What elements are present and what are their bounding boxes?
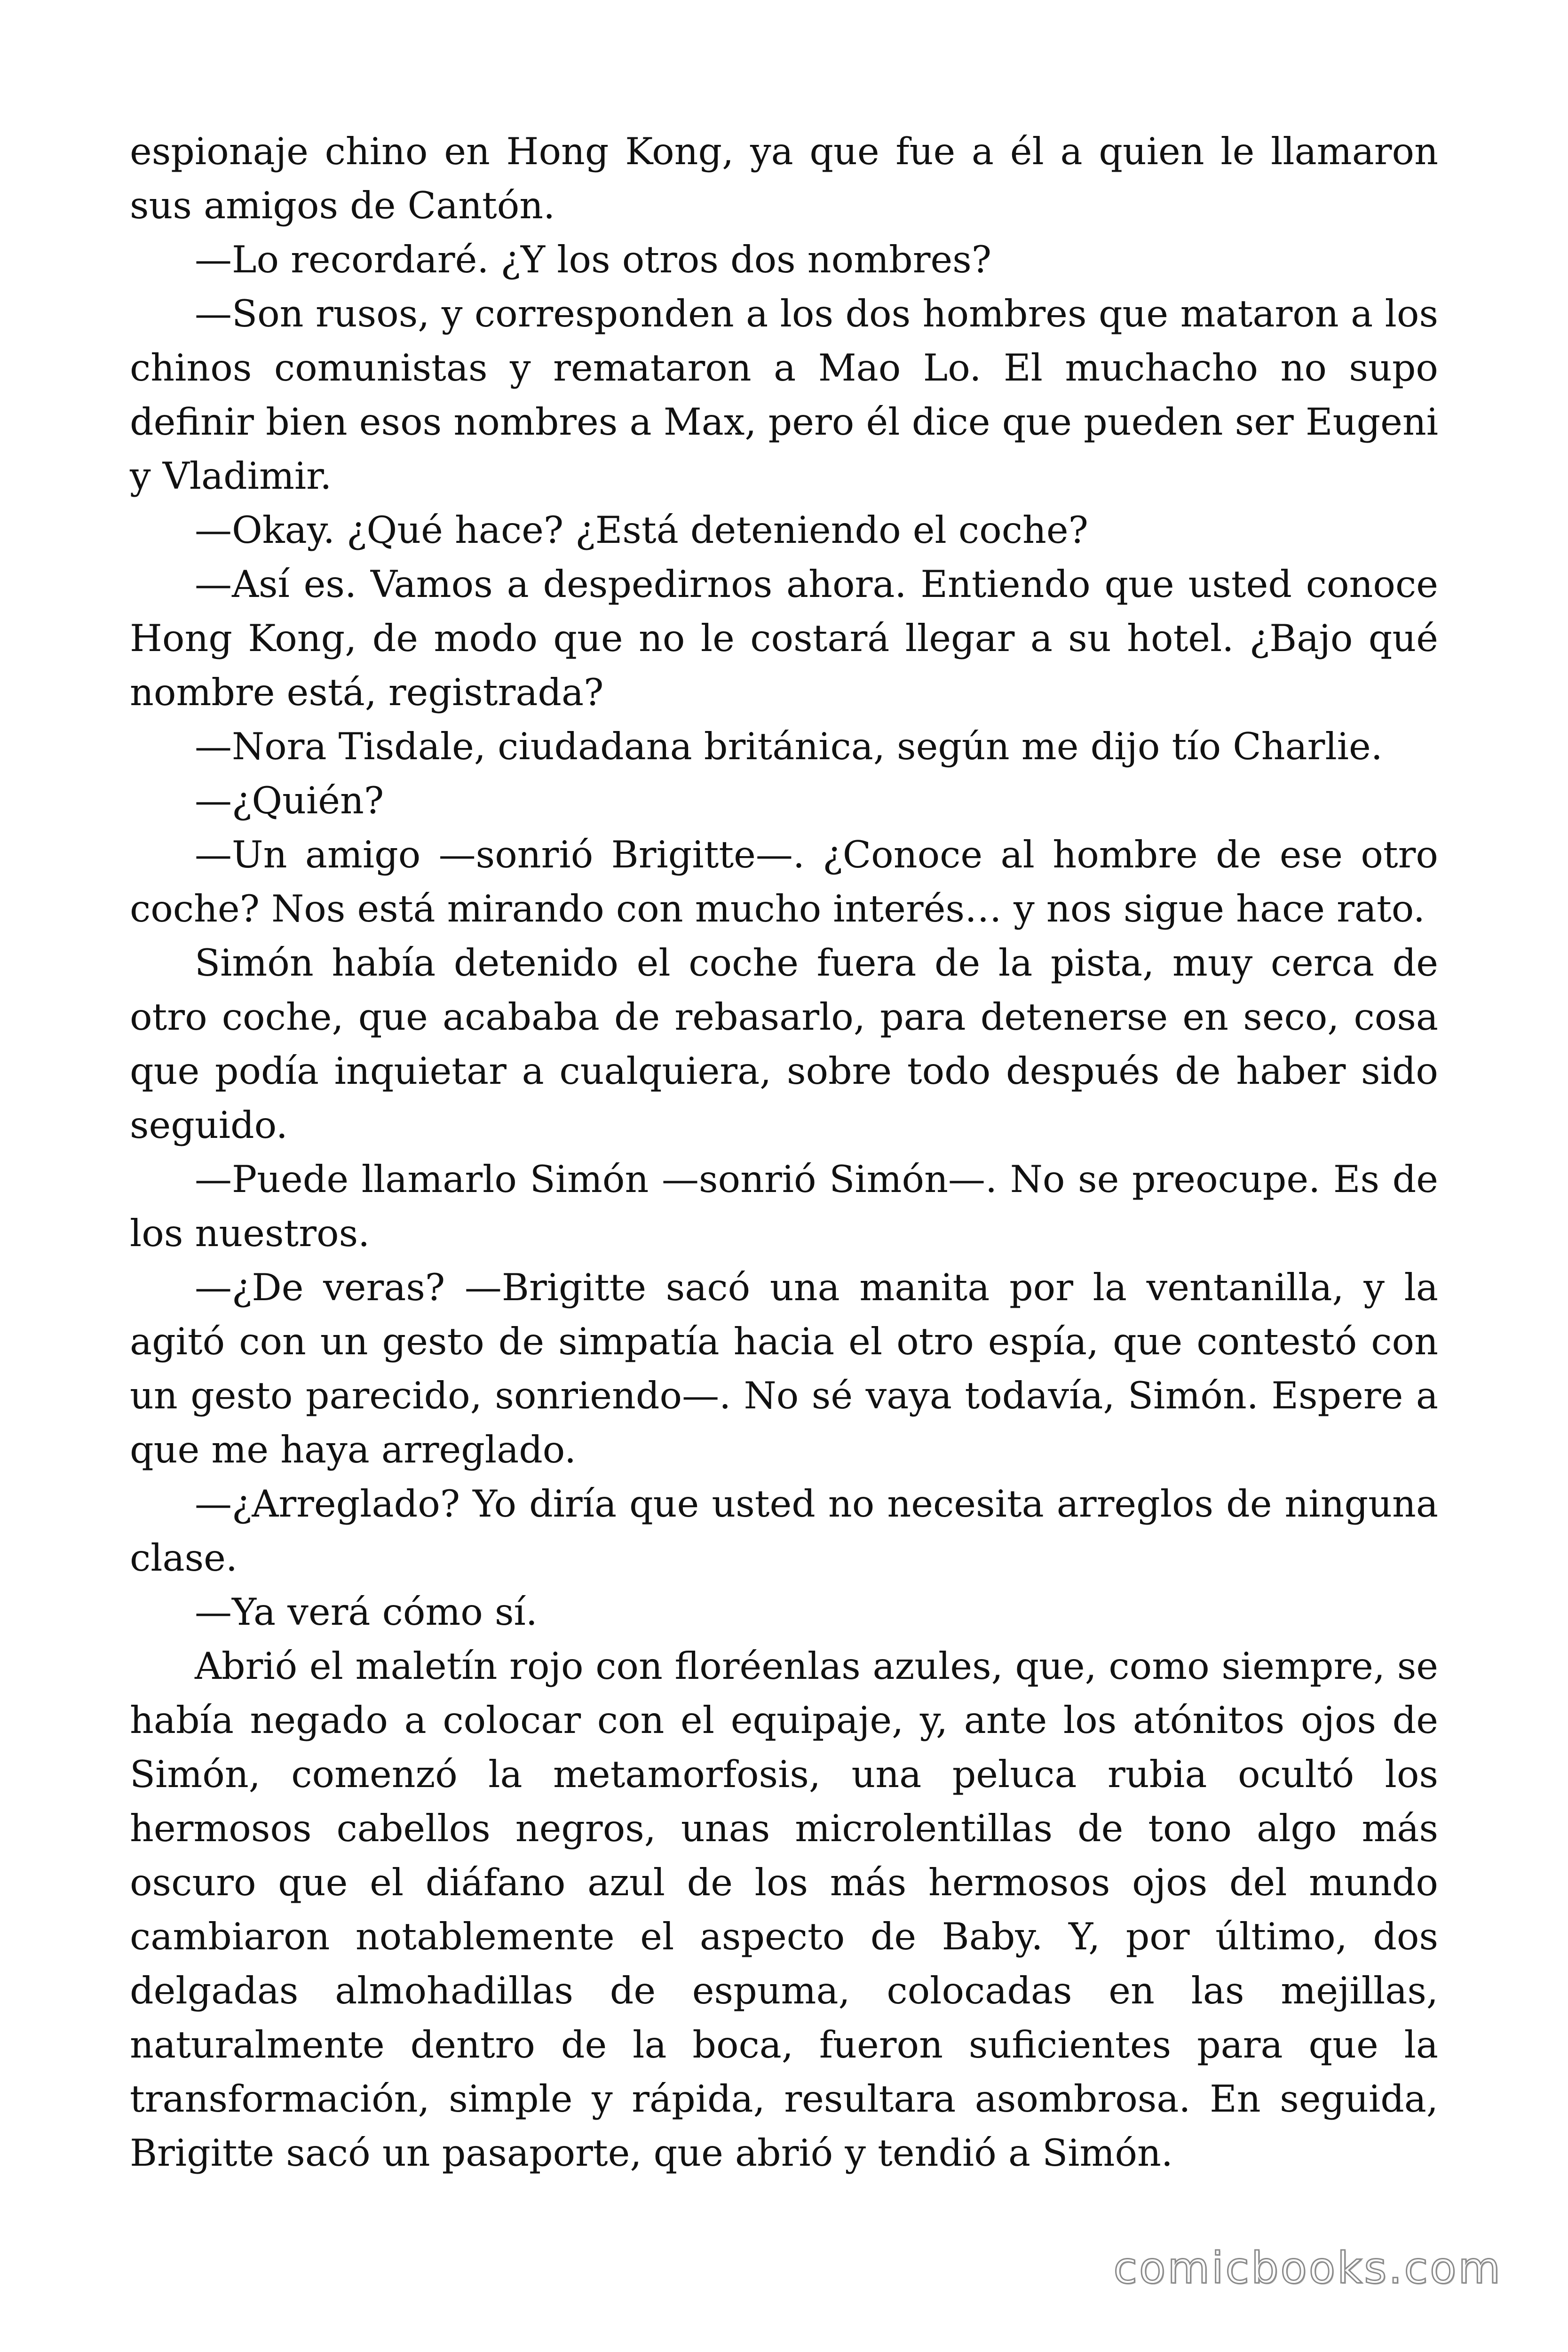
paragraph: Simón había detenido el coche fuera de la pista, muy cerca de otro coche, que acababa de rebasarlo, para detenerse en seco, cosa que podía inquietar a cualquiera, sobre todo después de haber sido seguido. (130, 941, 1438, 1147)
paragraph: —Puede llamarlo Simón —sonrió Simón—. No se preocupe. Es de los nuestros. (130, 1158, 1438, 1255)
paragraph: —Lo recordaré. ¿Y los otros dos nombres? (195, 238, 992, 281)
paragraph: —Ya verá cómo sí. (195, 1590, 538, 1634)
paragraph: Abrió el maletín rojo con floréenlas azules, que, como siempre, se había negado a colocar con el equipaje, y, ante los atónitos ojos de Simón, comenzó la metamorfosis, una peluca rubia ocultó los hermosos cabellos negros, unas microlentillas de tono algo más oscuro que el diáfano azul de los más hermosos ojos del mundo cambiaron notablemente el aspecto de Baby. Y, por último, dos delgadas almohadillas de espuma, colocadas en las mejillas, naturalmente dentro de la boca, fueron suficientes para que la transformación, simple y rápida, resultara asombrosa. En seguida, Brigitte sacó un pasaporte, que abrió y tendió a Simón. (130, 1645, 1438, 2175)
paragraph: —¿De veras? —Brigitte sacó una manita por la ventanilla, y la agitó con un gesto de simpatía hacia el otro espía, que contestó con un gesto parecido, sonriendo—. No sé vaya todavía, Simón. Espere a que me haya arreglado. (130, 1266, 1438, 1471)
paragraph: espionaje chino en Hong Kong, ya que fue a él a quien le llamaron sus amigos de Cantón. (130, 130, 1438, 227)
paragraph: —¿Arreglado? Yo diría que usted no necesita arreglos de ninguna clase. (130, 1482, 1438, 1580)
paragraph: —¿Quién? (195, 779, 384, 822)
paragraph: —Son rusos, y corresponden a los dos hombres que mataron a los chinos comunistas y remataron a Mao Lo. El muchacho no supo definir bien esos nombres a Max, pero él dice que pueden ser Eugeni y Vladimir. (130, 292, 1438, 498)
paragraph: —Así es. Vamos a despedirnos ahora. Entiendo que usted conoce Hong Kong, de modo que no le costará llegar a su hotel. ¿Bajo qué nombre está, registrada? (130, 563, 1438, 714)
paragraph: —Okay. ¿Qué hace? ¿Está deteniendo el coche? (195, 509, 1088, 552)
page-text (130, 125, 1438, 2180)
paragraph: —Nora Tisdale, ciudadana británica, según me dijo tío Charlie. (195, 725, 1383, 768)
watermark: comicbooks.com (1113, 2243, 1502, 2293)
paragraph: —Un amigo —sonrió Brigitte—. ¿Conoce al hombre de ese otro coche? Nos está mirando con mucho interés… y nos sigue hace rato. (130, 833, 1438, 930)
